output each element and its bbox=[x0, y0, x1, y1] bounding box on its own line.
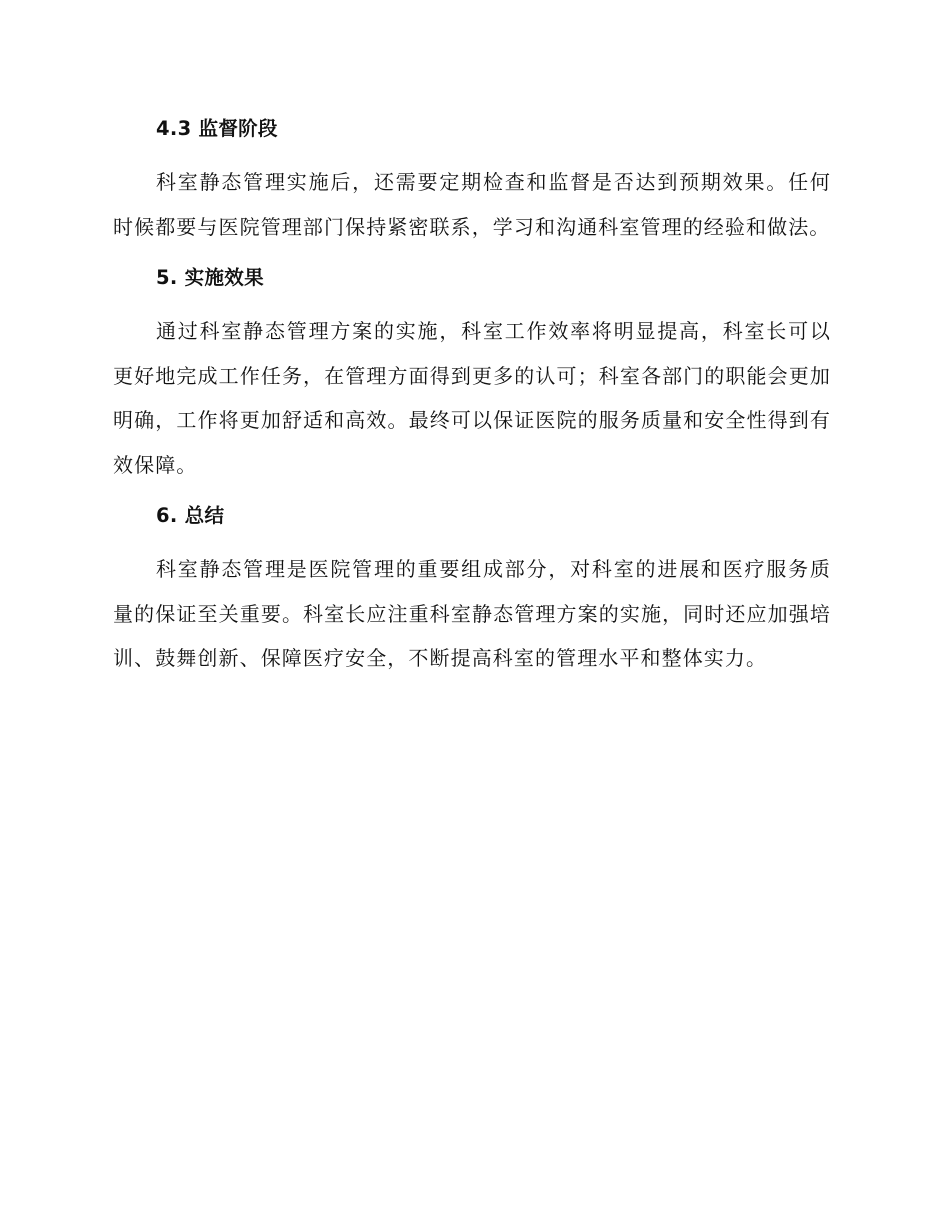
section-heading-5: 5. 实施效果 bbox=[156, 266, 264, 289]
section-heading-6: 6. 总结 bbox=[156, 504, 225, 527]
spacer bbox=[113, 249, 831, 257]
spacer bbox=[113, 299, 831, 309]
spacer bbox=[113, 487, 831, 495]
section-paragraph-6: 科室静态管理是医院管理的重要组成部分，对科室的进展和医疗服务质量的保证至关重要。科室长应注重科室静态管理方案的实施，同时还应加强培训、鼓舞创新、保障医疗安全，不断提高科室的管理水平和整体实力。 bbox=[113, 557, 831, 670]
spacer bbox=[113, 150, 831, 160]
section-paragraph-5: 通过科室静态管理方案的实施，科室工作效率将明显提高，科室长可以更好地完成工作任务，在管理方面得到更多的认可；科室各部门的职能会更加明确，工作将更加舒适和高效。最终可以保证医院的服务质量和安全性得到有效保障。 bbox=[113, 319, 831, 477]
section-paragraph-4-3: 科室静态管理实施后，还需要定期检查和监督是否达到预期效果。任何时候都要与医院管理部门保持紧密联系，学习和沟通科室管理的经验和做法。 bbox=[113, 170, 831, 239]
document-body bbox=[113, 108, 831, 681]
spacer bbox=[113, 537, 831, 547]
section-heading-4-3: 4.3 监督阶段 bbox=[156, 117, 278, 140]
